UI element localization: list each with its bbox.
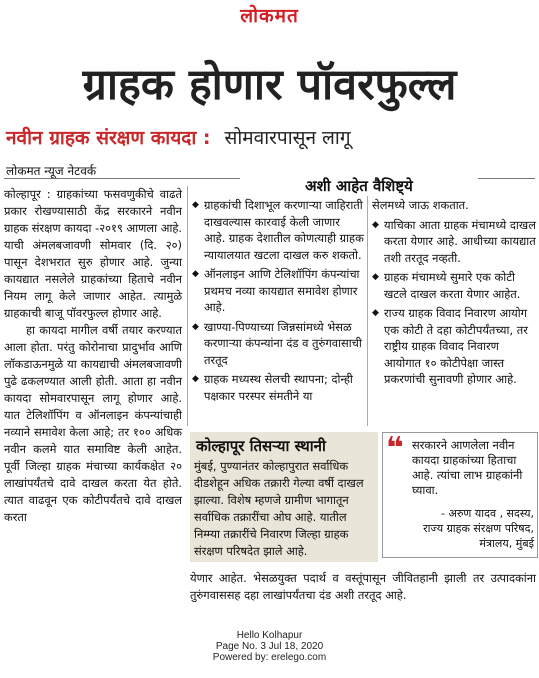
newspaper-logo: लोकमत: [240, 5, 299, 27]
bullet-icon: ◆: [192, 374, 199, 384]
divider: [367, 186, 368, 426]
list-item-text: याचिका आता ग्राहक मंचामध्ये दाखल करता येणार आहे. आधीच्या कायद्यात तशी तरतूद नव्हती.: [384, 217, 536, 265]
quote-text: सरकारने आणलेला नवीन कायदा ग्राहकांच्या हिताचा आहे. त्यांचा लाभ ग्राहकांनी घ्यावा.: [412, 438, 523, 497]
list-item-text: ग्राहकांची दिशाभूल करणाऱ्या जाहिराती दाखवल्यास कारवाई केली जाणार आहे. ग्राहक देशातील कोणत्याही ग्राहक न्यायालयात खटला दाखल करु शकतो.: [204, 198, 364, 262]
list-item: [192, 319, 364, 369]
list-item: [372, 197, 536, 214]
list-item-text: ऑनलाइन आणि टेलिशॉपिंग कंपन्यांचा प्रथमच नव्या कायद्यात समावेश होणार आहे.: [204, 267, 360, 314]
list-item-text: ग्राहक मध्यस्थ सेलची स्थापना; दोन्ही पक्षकार परस्पर संमतीने या: [204, 372, 353, 403]
list-item: [192, 371, 364, 404]
features-title: अशी आहेत वैशिष्ट्ये: [240, 176, 478, 196]
subheadline-black: सोमवारपासून लागू: [224, 127, 351, 149]
divider: [187, 186, 188, 426]
page-footer: [0, 630, 539, 663]
list-item-text: खाण्या-पिण्याच्या जिन्नसांमध्ये भेसळ करणाऱ्या कंपन्यांना दंड व तुरुंगवासाची तरतूद: [204, 319, 362, 367]
article-continuation: येणार आहेत. भेसळयुक्त पदार्थ व वस्तूंपासून जीवितहानी झाली तर उत्पादकांना तुरुंगवाससह दहा लाखांपर्यंतचा दंड अशी तरतूद आहे.: [190, 571, 536, 602]
features-list-col3: [372, 197, 536, 391]
quote-author: - अरुण यादव , सदस्य,: [440, 507, 534, 520]
bullet-icon: ◆: [372, 308, 379, 318]
footer-source: Hello Kolhapur: [236, 630, 303, 641]
features-list-col2: [192, 197, 364, 407]
list-item-text: सेलमध्ये जाऊ शकतात.: [372, 198, 469, 212]
bullet-icon: ◆: [372, 272, 379, 282]
bullet-icon: ◆: [192, 321, 199, 332]
list-item: [192, 266, 364, 316]
sidebox-text: मुंबई, पुण्यानंतर कोल्हापुरात सर्वाधिक दीडशेहून अधिक तक्रारी गेल्या वर्षी दाखल झाल्या. विशेष म्हणजे ग्रामीण भागातून सर्वाधिक तक्रारींचा ओघ आहे. यातील निम्म्या तक्रारींचे निवारण जिल्हा ग्राहक संरक्षण परिषदेत झाले आहे.: [194, 459, 364, 558]
list-item: [372, 217, 536, 267]
list-item: [372, 269, 536, 302]
quote-mark-icon: ❝: [386, 431, 404, 466]
article-column-1: [4, 186, 182, 526]
subheadline-red: नवीन ग्राहक संरक्षण कायदा :: [6, 127, 211, 149]
paragraph: कोल्हापूर : ग्राहकांच्या फसवणुकीचे वाढते प्रकार रोखण्यासाठी केंद्र सरकारने नवीन ग्राहक संरक्षण कायदा -२०१९ आणला आहे. याची अंमलबजावणी सोमवार (दि. २०) पासून देशभरात सुरु होणार आहे. जुन्या कायद्यात नसलेले ग्राहकांच्या हिताचे नवीन नियम लागू केले जाणार आहेत. त्यामुळे ग्राहकाची बाजू पॉवरफुल्ल होणार आहे.: [4, 187, 183, 320]
subheadline: [6, 124, 351, 150]
bullet-icon: ◆: [372, 219, 379, 230]
footer-page-date: Page No. 3 Jul 18, 2020: [215, 641, 324, 652]
byline: लोकमत न्यूज नेटवर्क: [6, 164, 97, 178]
headline: ग्राहक होणार पॉवरफुल्ल: [82, 60, 457, 110]
sidebox-title: कोल्हापूर तिसऱ्या स्थानी: [196, 437, 326, 455]
bullet-icon: ◆: [192, 269, 199, 279]
bullet-icon: ◆: [192, 200, 199, 210]
quote-role: राज्य ग्राहक संरक्षण परिषद,: [423, 522, 534, 535]
paragraph: हा कायदा मागील वर्षी तयार करण्यात आला होता. परंतु कोरोनाचा प्रादुर्भाव आणि लॉकडाऊनमुळे या कायद्याची अंमलबजावणी पुढे ढकलण्यात आली होती. आता हा नवीन कायदा सोमवारपासून लागू होणार आहे. यात टेलिशॉपिंग व ऑनलाइन कंपन्यांचाही नव्याने समावेश केला आहे; तर १०० अधिक नवीन कलमे यात समाविष्ट केली आहेत. पूर्वी जिल्हा ग्राहक मंचाच्या कार्यकक्षेत २० लाखांपर्यंतचे दावे दाखल करता येत होते. त्यात वाढवून एक कोटीपर्यंतचे दावे दाखल करता: [4, 323, 182, 524]
list-item-text: राज्य ग्राहक विवाद निवारण आयोग एक कोटी ते दहा कोटीपर्यंतच्या, तर राष्ट्रीय ग्राहक विवाद निवारण आयोगात १० कोटीपेक्षा जास्त प्रकरणांची सुनावणी होणार आहे.: [384, 306, 528, 386]
list-item: [372, 305, 536, 388]
list-item: [192, 197, 364, 263]
quote-attribution: [386, 506, 534, 551]
footer-powered-by: Powered by: erelego.com: [212, 652, 327, 663]
list-item-text: ग्राहक मंचामध्ये सुमारे एक कोटी खटले दाखल करता येणार आहेत.: [384, 270, 521, 301]
quote-place: मंत्रालय, मुंबई: [479, 537, 534, 550]
